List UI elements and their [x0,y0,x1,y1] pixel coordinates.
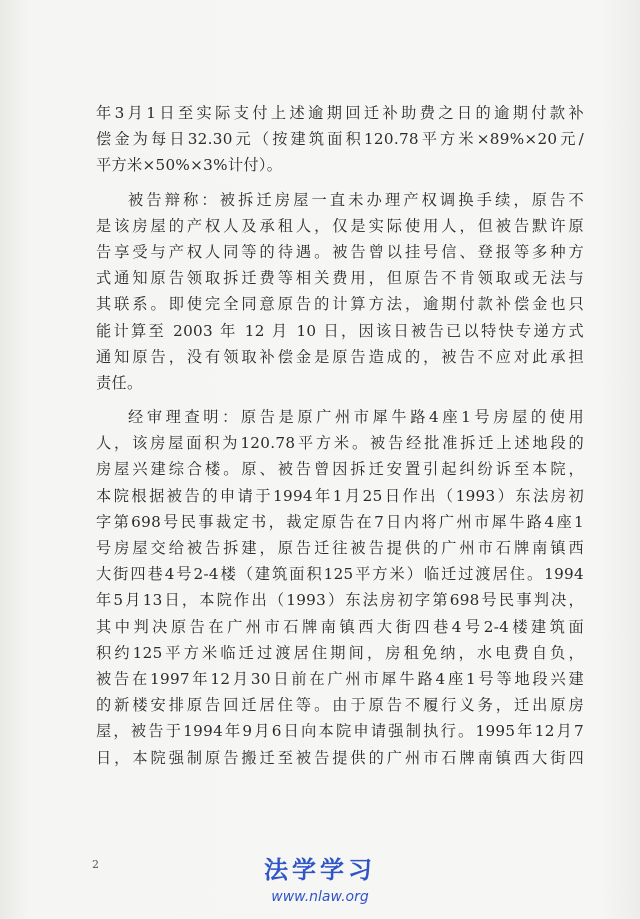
text-line: 通知原告，没有领取补偿金是原告造成的，被告不应对此承担 [96,347,584,366]
text-line: 是该房屋的产权人及承租人，仅是实际使用人，但被告默许原 [96,216,584,235]
paragraph [96,404,584,771]
text-line: 式通知原告领取拆迁费等相关费用，但原告不肯领取或无法与 [96,269,584,288]
text-line: 被告在1997年12月30日前在广州市犀牛路4座1号等地段兴建 [96,669,584,688]
text-line: 屋，被告于1994年9月6日向本院申请强制执行。1995年12月7 [96,722,584,741]
text-line: 告享受与产权人同等的待遇。被告曾以挂号信、登报等多种方 [96,242,584,261]
brand-title: 法学学习 [264,856,376,884]
text-line: 字第698号民事裁定书，裁定原告在7日内将广州市犀牛路4座1 [96,512,584,531]
text-line: 日，本院强制原告搬迁至被告提供的广州市石牌南镇西大街四 [96,748,584,767]
text-line: 能计算至 2003 年 12 月 10 日，因该日被告已以特快专递方式 [96,321,584,340]
text-line: 的新楼安排原告回迁居住等。由于原告不履行义务，迁出原房 [96,696,584,715]
brand-url: www.nlaw.org [271,889,369,905]
paragraph [96,100,584,179]
document-body [96,100,584,771]
text-line: 号房屋交给被告拆建，原告迁往被告提供的广州市石牌南镇西 [96,539,584,557]
text-line: 平方米×50%×3%计付）。 [96,156,283,175]
text-line: 其中判决原告在广州市石牌南镇西大街四巷4号2-4楼建筑面 [96,617,584,636]
text-line: 年5月13日，本院作出（1993）东法房初字第698号民事判决， [96,591,584,610]
paragraph-gap [96,179,584,187]
text-line: 被告辩称：被拆迁房屋一直未办理产权调换手续，原告不 [128,190,584,209]
text-line: 房屋兴建综合楼。原、被告曾因拆迁安置引起纠纷诉至本院， [96,460,584,479]
watermark-logo [250,856,390,906]
text-line: 偿金为每日32.30元（按建筑面积120.78平方米×89%×20元/ [96,130,584,149]
page-number: 2 [92,858,99,871]
paragraph [96,187,584,397]
text-line: 人，该房屋面积为120.78平方米。被告经批准拆迁上述地段的 [96,434,584,453]
text-line: 年3月1日至实际支付上述逾期回迁补助费之日的逾期付款补 [96,104,584,122]
text-line: 本院根据被告的申请于1994年1月25日作出（1993）东法房初 [96,486,584,505]
text-line: 积约125平方米临迁过渡居住期间，房租免纳，水电费自负， [96,643,584,662]
text-line: 其联系。即使完全同意原告的计算方法，逾期付款补偿金也只 [96,295,584,314]
text-line: 责任。 [96,373,143,392]
text-line: 大街四巷4号2-4楼（建筑面积125平方米）临迁过渡居住。1994 [96,565,584,584]
paragraph-gap [96,396,584,404]
text-line: 经审理查明：原告是原广州市犀牛路4座1号房屋的使用 [128,408,584,427]
